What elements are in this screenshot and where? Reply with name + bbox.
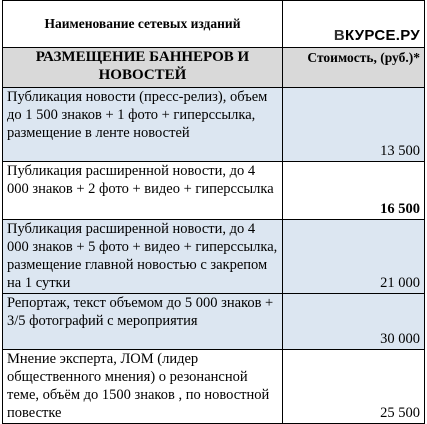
table-row — [3, 350, 425, 424]
row-description: Публикация расширенной новости, до 4 000 знаков + 2 фото + видео + гиперссылка — [3, 162, 283, 220]
row-price: 21 000 — [283, 220, 425, 294]
row-price: 30 000 — [283, 294, 425, 350]
section-header-row — [3, 48, 425, 88]
table-header-row — [3, 1, 425, 48]
row-description: Мнение эксперта, ЛОМ (лидер общественного мнения) о резонансной теме, объём до 1500 знаков , по новостной повестке — [3, 350, 283, 424]
brand-rest: КУРСЕ.РУ — [344, 27, 420, 44]
row-price: 13 500 — [283, 88, 425, 162]
row-description: Репортаж, текст объемом до 5 000 знаков + 3/5 фотографий с мероприятия — [3, 294, 283, 350]
table-row — [3, 162, 425, 220]
table-row — [3, 88, 425, 162]
brand-logo — [283, 1, 425, 48]
brand-lead: В — [333, 27, 345, 44]
table-row — [3, 294, 425, 350]
row-price: 16 500 — [283, 162, 425, 220]
table-row — [3, 220, 425, 294]
row-description: Публикация расширенной новости, до 4 000 знаков + 5 фото + видео + гиперссылка, размещение главной новостью с закрепом на 1 сутки — [3, 220, 283, 294]
section-title: РАЗМЕЩЕНИЕ БАННЕРОВ И НОВОСТЕЙ — [3, 48, 283, 88]
row-price: 25 500 — [283, 350, 425, 424]
cost-column-header: Стоимость, (руб.)* — [283, 48, 425, 88]
publication-label: Наименование сетевых изданий — [3, 1, 283, 48]
price-table — [2, 0, 425, 424]
row-description: Публикация новости (пресс-релиз), объем до 1 500 знаков + 1 фото + гиперссылка, размещение в ленте новостей — [3, 88, 283, 162]
